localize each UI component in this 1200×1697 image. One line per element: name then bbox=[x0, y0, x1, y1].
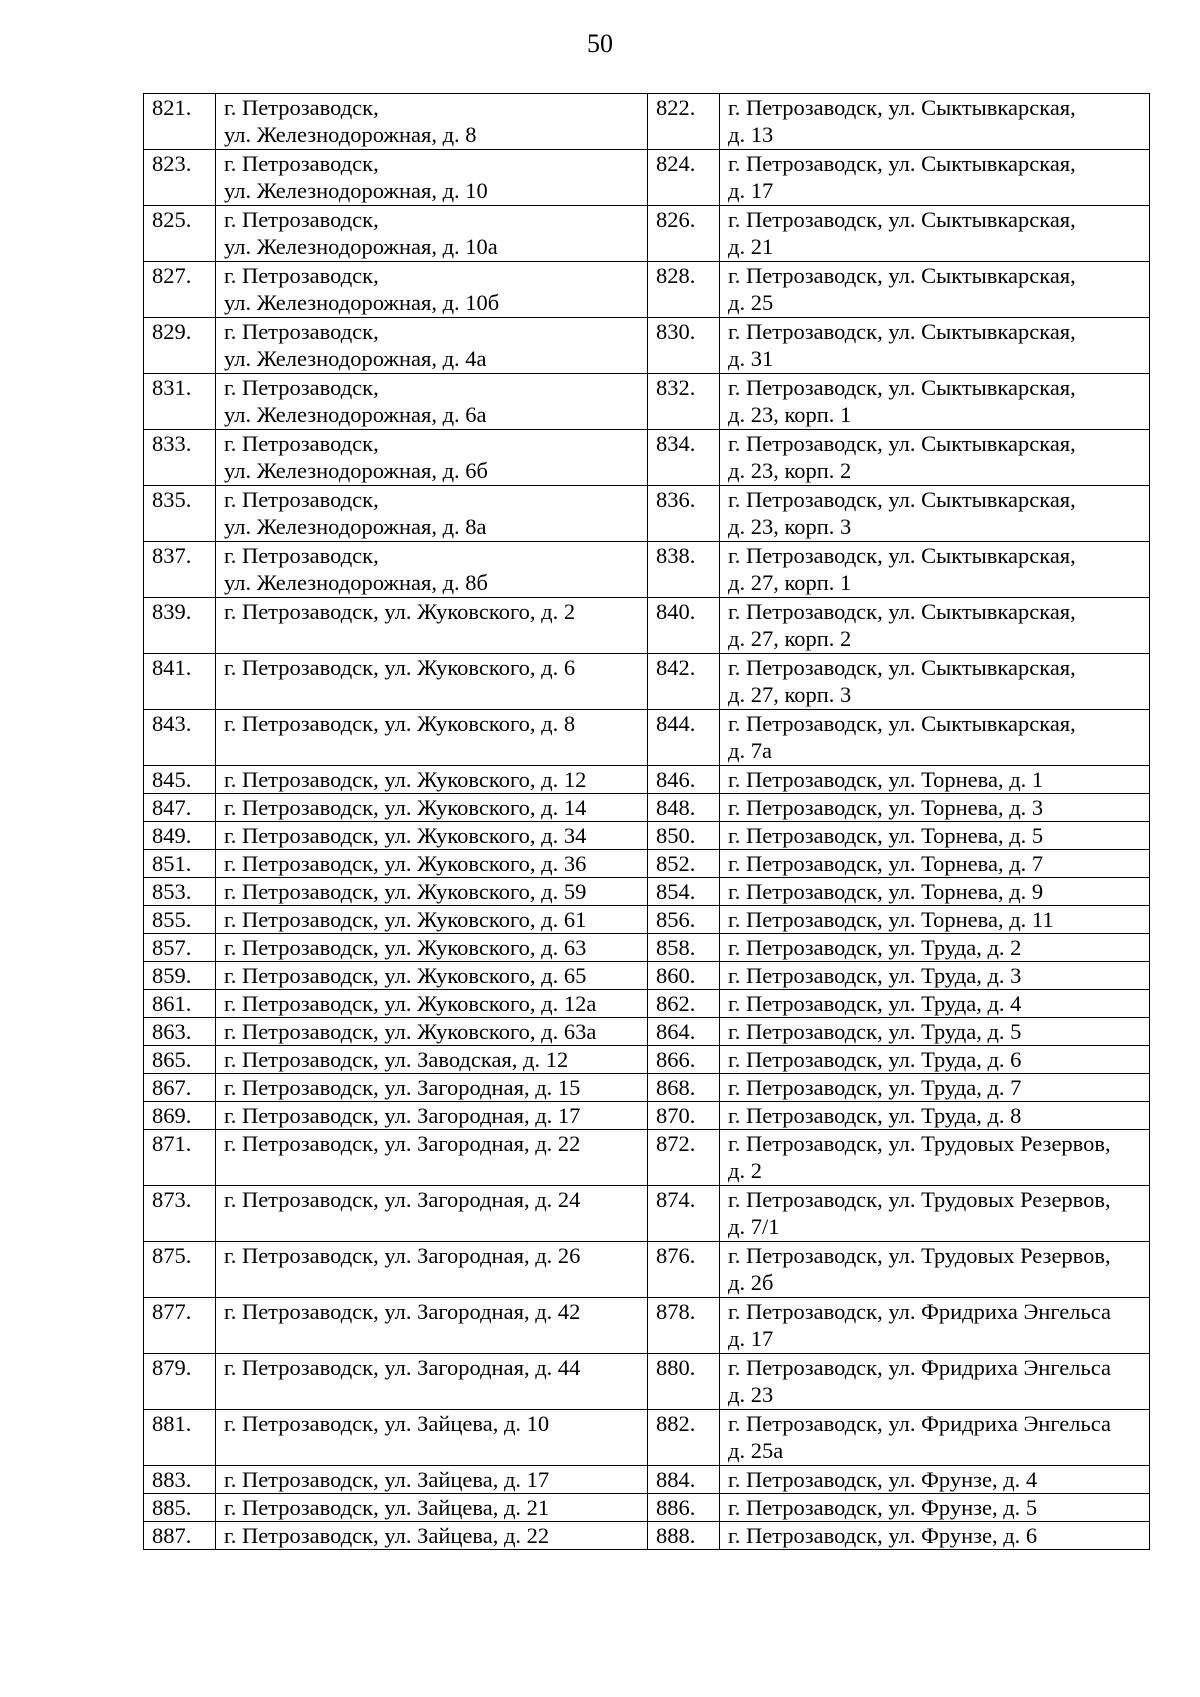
row-number-cell: 851. bbox=[144, 850, 216, 878]
row-number-cell: 881. bbox=[144, 1410, 216, 1466]
row-number-cell: 875. bbox=[144, 1242, 216, 1298]
row-number-cell: 866. bbox=[648, 1046, 720, 1074]
row-number-cell: 840. bbox=[648, 598, 720, 654]
row-number-cell: 882. bbox=[648, 1410, 720, 1466]
table-row bbox=[144, 206, 1150, 262]
table-row bbox=[144, 1242, 1150, 1298]
address-cell: г. Петрозаводск, ул. Сыктывкарская, д. 23, корп. 3 bbox=[720, 486, 1150, 542]
table-row bbox=[144, 542, 1150, 598]
address-cell: г. Петрозаводск, ул. Загородная, д. 26 bbox=[216, 1242, 648, 1298]
row-number-cell: 829. bbox=[144, 318, 216, 374]
table-row bbox=[144, 374, 1150, 430]
table-row bbox=[144, 1102, 1150, 1130]
row-number-cell: 828. bbox=[648, 262, 720, 318]
row-number-cell: 868. bbox=[648, 1074, 720, 1102]
row-number-cell: 827. bbox=[144, 262, 216, 318]
table-row bbox=[144, 1074, 1150, 1102]
address-cell: г. Петрозаводск, ул. Заводская, д. 12 bbox=[216, 1046, 648, 1074]
row-number-cell: 822. bbox=[648, 94, 720, 150]
row-number-cell: 842. bbox=[648, 654, 720, 710]
row-number-cell: 846. bbox=[648, 766, 720, 794]
row-number-cell: 826. bbox=[648, 206, 720, 262]
address-cell: г. Петрозаводск, ул. Жуковского, д. 36 bbox=[216, 850, 648, 878]
address-table-body bbox=[144, 94, 1150, 1550]
row-number-cell: 845. bbox=[144, 766, 216, 794]
row-number-cell: 835. bbox=[144, 486, 216, 542]
address-cell: г. Петрозаводск, ул. Железнодорожная, д. 10б bbox=[216, 262, 648, 318]
table-row bbox=[144, 710, 1150, 766]
table-row bbox=[144, 990, 1150, 1018]
row-number-cell: 848. bbox=[648, 794, 720, 822]
row-number-cell: 832. bbox=[648, 374, 720, 430]
address-cell: г. Петрозаводск, ул. Фрунзе, д. 6 bbox=[720, 1522, 1150, 1550]
page-number: 50 bbox=[587, 29, 613, 58]
row-number-cell: 823. bbox=[144, 150, 216, 206]
table-row bbox=[144, 654, 1150, 710]
row-number-cell: 837. bbox=[144, 542, 216, 598]
address-cell: г. Петрозаводск, ул. Труда, д. 2 bbox=[720, 934, 1150, 962]
table-row bbox=[144, 794, 1150, 822]
table-row bbox=[144, 850, 1150, 878]
address-cell: г. Петрозаводск, ул. Загородная, д. 44 bbox=[216, 1354, 648, 1410]
row-number-cell: 874. bbox=[648, 1186, 720, 1242]
address-cell: г. Петрозаводск, ул. Труда, д. 3 bbox=[720, 962, 1150, 990]
row-number-cell: 884. bbox=[648, 1466, 720, 1494]
address-cell: г. Петрозаводск, ул. Загородная, д. 24 bbox=[216, 1186, 648, 1242]
row-number-cell: 870. bbox=[648, 1102, 720, 1130]
address-cell: г. Петрозаводск, ул. Жуковского, д. 6 bbox=[216, 654, 648, 710]
address-cell: г. Петрозаводск, ул. Зайцева, д. 17 bbox=[216, 1466, 648, 1494]
address-cell: г. Петрозаводск, ул. Торнева, д. 9 bbox=[720, 878, 1150, 906]
address-cell: г. Петрозаводск, ул. Зайцева, д. 21 bbox=[216, 1494, 648, 1522]
address-cell: г. Петрозаводск, ул. Железнодорожная, д. 6б bbox=[216, 430, 648, 486]
address-cell: г. Петрозаводск, ул. Зайцева, д. 22 bbox=[216, 1522, 648, 1550]
row-number-cell: 873. bbox=[144, 1186, 216, 1242]
table-row bbox=[144, 262, 1150, 318]
table-row bbox=[144, 1522, 1150, 1550]
address-cell: г. Петрозаводск, ул. Загородная, д. 22 bbox=[216, 1130, 648, 1186]
address-cell: г. Петрозаводск, ул. Жуковского, д. 34 bbox=[216, 822, 648, 850]
row-number-cell: 849. bbox=[144, 822, 216, 850]
row-number-cell: 825. bbox=[144, 206, 216, 262]
address-cell: г. Петрозаводск, ул. Фрунзе, д. 5 bbox=[720, 1494, 1150, 1522]
row-number-cell: 844. bbox=[648, 710, 720, 766]
address-cell: г. Петрозаводск, ул. Сыктывкарская, д. 7а bbox=[720, 710, 1150, 766]
address-cell: г. Петрозаводск, ул. Железнодорожная, д. 10а bbox=[216, 206, 648, 262]
address-cell: г. Петрозаводск, ул. Сыктывкарская, д. 27, корп. 1 bbox=[720, 542, 1150, 598]
table-row bbox=[144, 878, 1150, 906]
address-cell: г. Петрозаводск, ул. Торнева, д. 1 bbox=[720, 766, 1150, 794]
table-row bbox=[144, 822, 1150, 850]
row-number-cell: 847. bbox=[144, 794, 216, 822]
row-number-cell: 888. bbox=[648, 1522, 720, 1550]
table-row bbox=[144, 766, 1150, 794]
row-number-cell: 850. bbox=[648, 822, 720, 850]
address-cell: г. Петрозаводск, ул. Жуковского, д. 12а bbox=[216, 990, 648, 1018]
address-cell: г. Петрозаводск, ул. Трудовых Резервов, д. 7/1 bbox=[720, 1186, 1150, 1242]
table-row bbox=[144, 598, 1150, 654]
address-table bbox=[143, 93, 1150, 1550]
address-cell: г. Петрозаводск, ул. Сыктывкарская, д. 23, корп. 1 bbox=[720, 374, 1150, 430]
row-number-cell: 872. bbox=[648, 1130, 720, 1186]
row-number-cell: 879. bbox=[144, 1354, 216, 1410]
row-number-cell: 869. bbox=[144, 1102, 216, 1130]
address-cell: г. Петрозаводск, ул. Торнева, д. 7 bbox=[720, 850, 1150, 878]
row-number-cell: 859. bbox=[144, 962, 216, 990]
table-row bbox=[144, 150, 1150, 206]
table-row bbox=[144, 1298, 1150, 1354]
row-number-cell: 843. bbox=[144, 710, 216, 766]
row-number-cell: 836. bbox=[648, 486, 720, 542]
address-cell: г. Петрозаводск, ул. Труда, д. 5 bbox=[720, 1018, 1150, 1046]
address-cell: г. Петрозаводск, ул. Сыктывкарская, д. 13 bbox=[720, 94, 1150, 150]
address-cell: г. Петрозаводск, ул. Жуковского, д. 14 bbox=[216, 794, 648, 822]
address-cell: г. Петрозаводск, ул. Сыктывкарская, д. 21 bbox=[720, 206, 1150, 262]
address-cell: г. Петрозаводск, ул. Железнодорожная, д. 10 bbox=[216, 150, 648, 206]
row-number-cell: 839. bbox=[144, 598, 216, 654]
row-number-cell: 861. bbox=[144, 990, 216, 1018]
address-cell: г. Петрозаводск, ул. Железнодорожная, д. 8 bbox=[216, 94, 648, 150]
row-number-cell: 864. bbox=[648, 1018, 720, 1046]
address-cell: г. Петрозаводск, ул. Торнева, д. 11 bbox=[720, 906, 1150, 934]
address-cell: г. Петрозаводск, ул. Жуковского, д. 2 bbox=[216, 598, 648, 654]
address-cell: г. Петрозаводск, ул. Сыктывкарская, д. 17 bbox=[720, 150, 1150, 206]
address-cell: г. Петрозаводск, ул. Сыктывкарская, д. 23, корп. 2 bbox=[720, 430, 1150, 486]
table-row bbox=[144, 1018, 1150, 1046]
table-row bbox=[144, 1494, 1150, 1522]
address-cell: г. Петрозаводск, ул. Железнодорожная, д. 8а bbox=[216, 486, 648, 542]
address-cell: г. Петрозаводск, ул. Загородная, д. 15 bbox=[216, 1074, 648, 1102]
table-row bbox=[144, 430, 1150, 486]
row-number-cell: 887. bbox=[144, 1522, 216, 1550]
row-number-cell: 855. bbox=[144, 906, 216, 934]
address-cell: г. Петрозаводск, ул. Торнева, д. 3 bbox=[720, 794, 1150, 822]
row-number-cell: 857. bbox=[144, 934, 216, 962]
row-number-cell: 880. bbox=[648, 1354, 720, 1410]
row-number-cell: 865. bbox=[144, 1046, 216, 1074]
address-cell: г. Петрозаводск, ул. Труда, д. 6 bbox=[720, 1046, 1150, 1074]
row-number-cell: 883. bbox=[144, 1466, 216, 1494]
table-row bbox=[144, 1354, 1150, 1410]
address-cell: г. Петрозаводск, ул. Жуковского, д. 12 bbox=[216, 766, 648, 794]
row-number-cell: 821. bbox=[144, 94, 216, 150]
row-number-cell: 858. bbox=[648, 934, 720, 962]
address-cell: г. Петрозаводск, ул. Сыктывкарская, д. 27, корп. 2 bbox=[720, 598, 1150, 654]
row-number-cell: 838. bbox=[648, 542, 720, 598]
table-row bbox=[144, 1466, 1150, 1494]
table-row bbox=[144, 1046, 1150, 1074]
row-number-cell: 862. bbox=[648, 990, 720, 1018]
table-row bbox=[144, 1130, 1150, 1186]
address-cell: г. Петрозаводск, ул. Труда, д. 7 bbox=[720, 1074, 1150, 1102]
row-number-cell: 863. bbox=[144, 1018, 216, 1046]
table-row bbox=[144, 486, 1150, 542]
address-cell: г. Петрозаводск, ул. Загородная, д. 17 bbox=[216, 1102, 648, 1130]
row-number-cell: 853. bbox=[144, 878, 216, 906]
address-cell: г. Петрозаводск, ул. Железнодорожная, д. 4а bbox=[216, 318, 648, 374]
row-number-cell: 831. bbox=[144, 374, 216, 430]
row-number-cell: 876. bbox=[648, 1242, 720, 1298]
address-cell: г. Петрозаводск, ул. Железнодорожная, д. 6а bbox=[216, 374, 648, 430]
row-number-cell: 852. bbox=[648, 850, 720, 878]
table-row bbox=[144, 934, 1150, 962]
row-number-cell: 841. bbox=[144, 654, 216, 710]
address-cell: г. Петрозаводск, ул. Фридриха Энгельса д. 17 bbox=[720, 1298, 1150, 1354]
row-number-cell: 856. bbox=[648, 906, 720, 934]
address-cell: г. Петрозаводск, ул. Трудовых Резервов, д. 2б bbox=[720, 1242, 1150, 1298]
address-cell: г. Петрозаводск, ул. Фридриха Энгельса д. 25а bbox=[720, 1410, 1150, 1466]
address-cell: г. Петрозаводск, ул. Фрунзе, д. 4 bbox=[720, 1466, 1150, 1494]
row-number-cell: 824. bbox=[648, 150, 720, 206]
table-row bbox=[144, 906, 1150, 934]
address-cell: г. Петрозаводск, ул. Жуковского, д. 65 bbox=[216, 962, 648, 990]
address-cell: г. Петрозаводск, ул. Жуковского, д. 59 bbox=[216, 878, 648, 906]
address-cell: г. Петрозаводск, ул. Торнева, д. 5 bbox=[720, 822, 1150, 850]
row-number-cell: 877. bbox=[144, 1298, 216, 1354]
address-cell: г. Петрозаводск, ул. Фридриха Энгельса д. 23 bbox=[720, 1354, 1150, 1410]
row-number-cell: 867. bbox=[144, 1074, 216, 1102]
row-number-cell: 830. bbox=[648, 318, 720, 374]
address-cell: г. Петрозаводск, ул. Жуковского, д. 63а bbox=[216, 1018, 648, 1046]
table-row bbox=[144, 94, 1150, 150]
address-cell: г. Петрозаводск, ул. Зайцева, д. 10 bbox=[216, 1410, 648, 1466]
row-number-cell: 833. bbox=[144, 430, 216, 486]
address-cell: г. Петрозаводск, ул. Трудовых Резервов, д. 2 bbox=[720, 1130, 1150, 1186]
row-number-cell: 886. bbox=[648, 1494, 720, 1522]
address-cell: г. Петрозаводск, ул. Железнодорожная, д. 8б bbox=[216, 542, 648, 598]
address-cell: г. Петрозаводск, ул. Труда, д. 4 bbox=[720, 990, 1150, 1018]
address-cell: г. Петрозаводск, ул. Сыктывкарская, д. 31 bbox=[720, 318, 1150, 374]
table-row bbox=[144, 318, 1150, 374]
address-cell: г. Петрозаводск, ул. Загородная, д. 42 bbox=[216, 1298, 648, 1354]
row-number-cell: 878. bbox=[648, 1298, 720, 1354]
row-number-cell: 871. bbox=[144, 1130, 216, 1186]
table-row bbox=[144, 1410, 1150, 1466]
row-number-cell: 834. bbox=[648, 430, 720, 486]
address-cell: г. Петрозаводск, ул. Жуковского, д. 63 bbox=[216, 934, 648, 962]
address-cell: г. Петрозаводск, ул. Жуковского, д. 61 bbox=[216, 906, 648, 934]
address-cell: г. Петрозаводск, ул. Сыктывкарская, д. 27, корп. 3 bbox=[720, 654, 1150, 710]
address-cell: г. Петрозаводск, ул. Жуковского, д. 8 bbox=[216, 710, 648, 766]
address-cell: г. Петрозаводск, ул. Сыктывкарская, д. 25 bbox=[720, 262, 1150, 318]
table-row bbox=[144, 962, 1150, 990]
row-number-cell: 860. bbox=[648, 962, 720, 990]
address-cell: г. Петрозаводск, ул. Труда, д. 8 bbox=[720, 1102, 1150, 1130]
table-row bbox=[144, 1186, 1150, 1242]
row-number-cell: 854. bbox=[648, 878, 720, 906]
row-number-cell: 885. bbox=[144, 1494, 216, 1522]
